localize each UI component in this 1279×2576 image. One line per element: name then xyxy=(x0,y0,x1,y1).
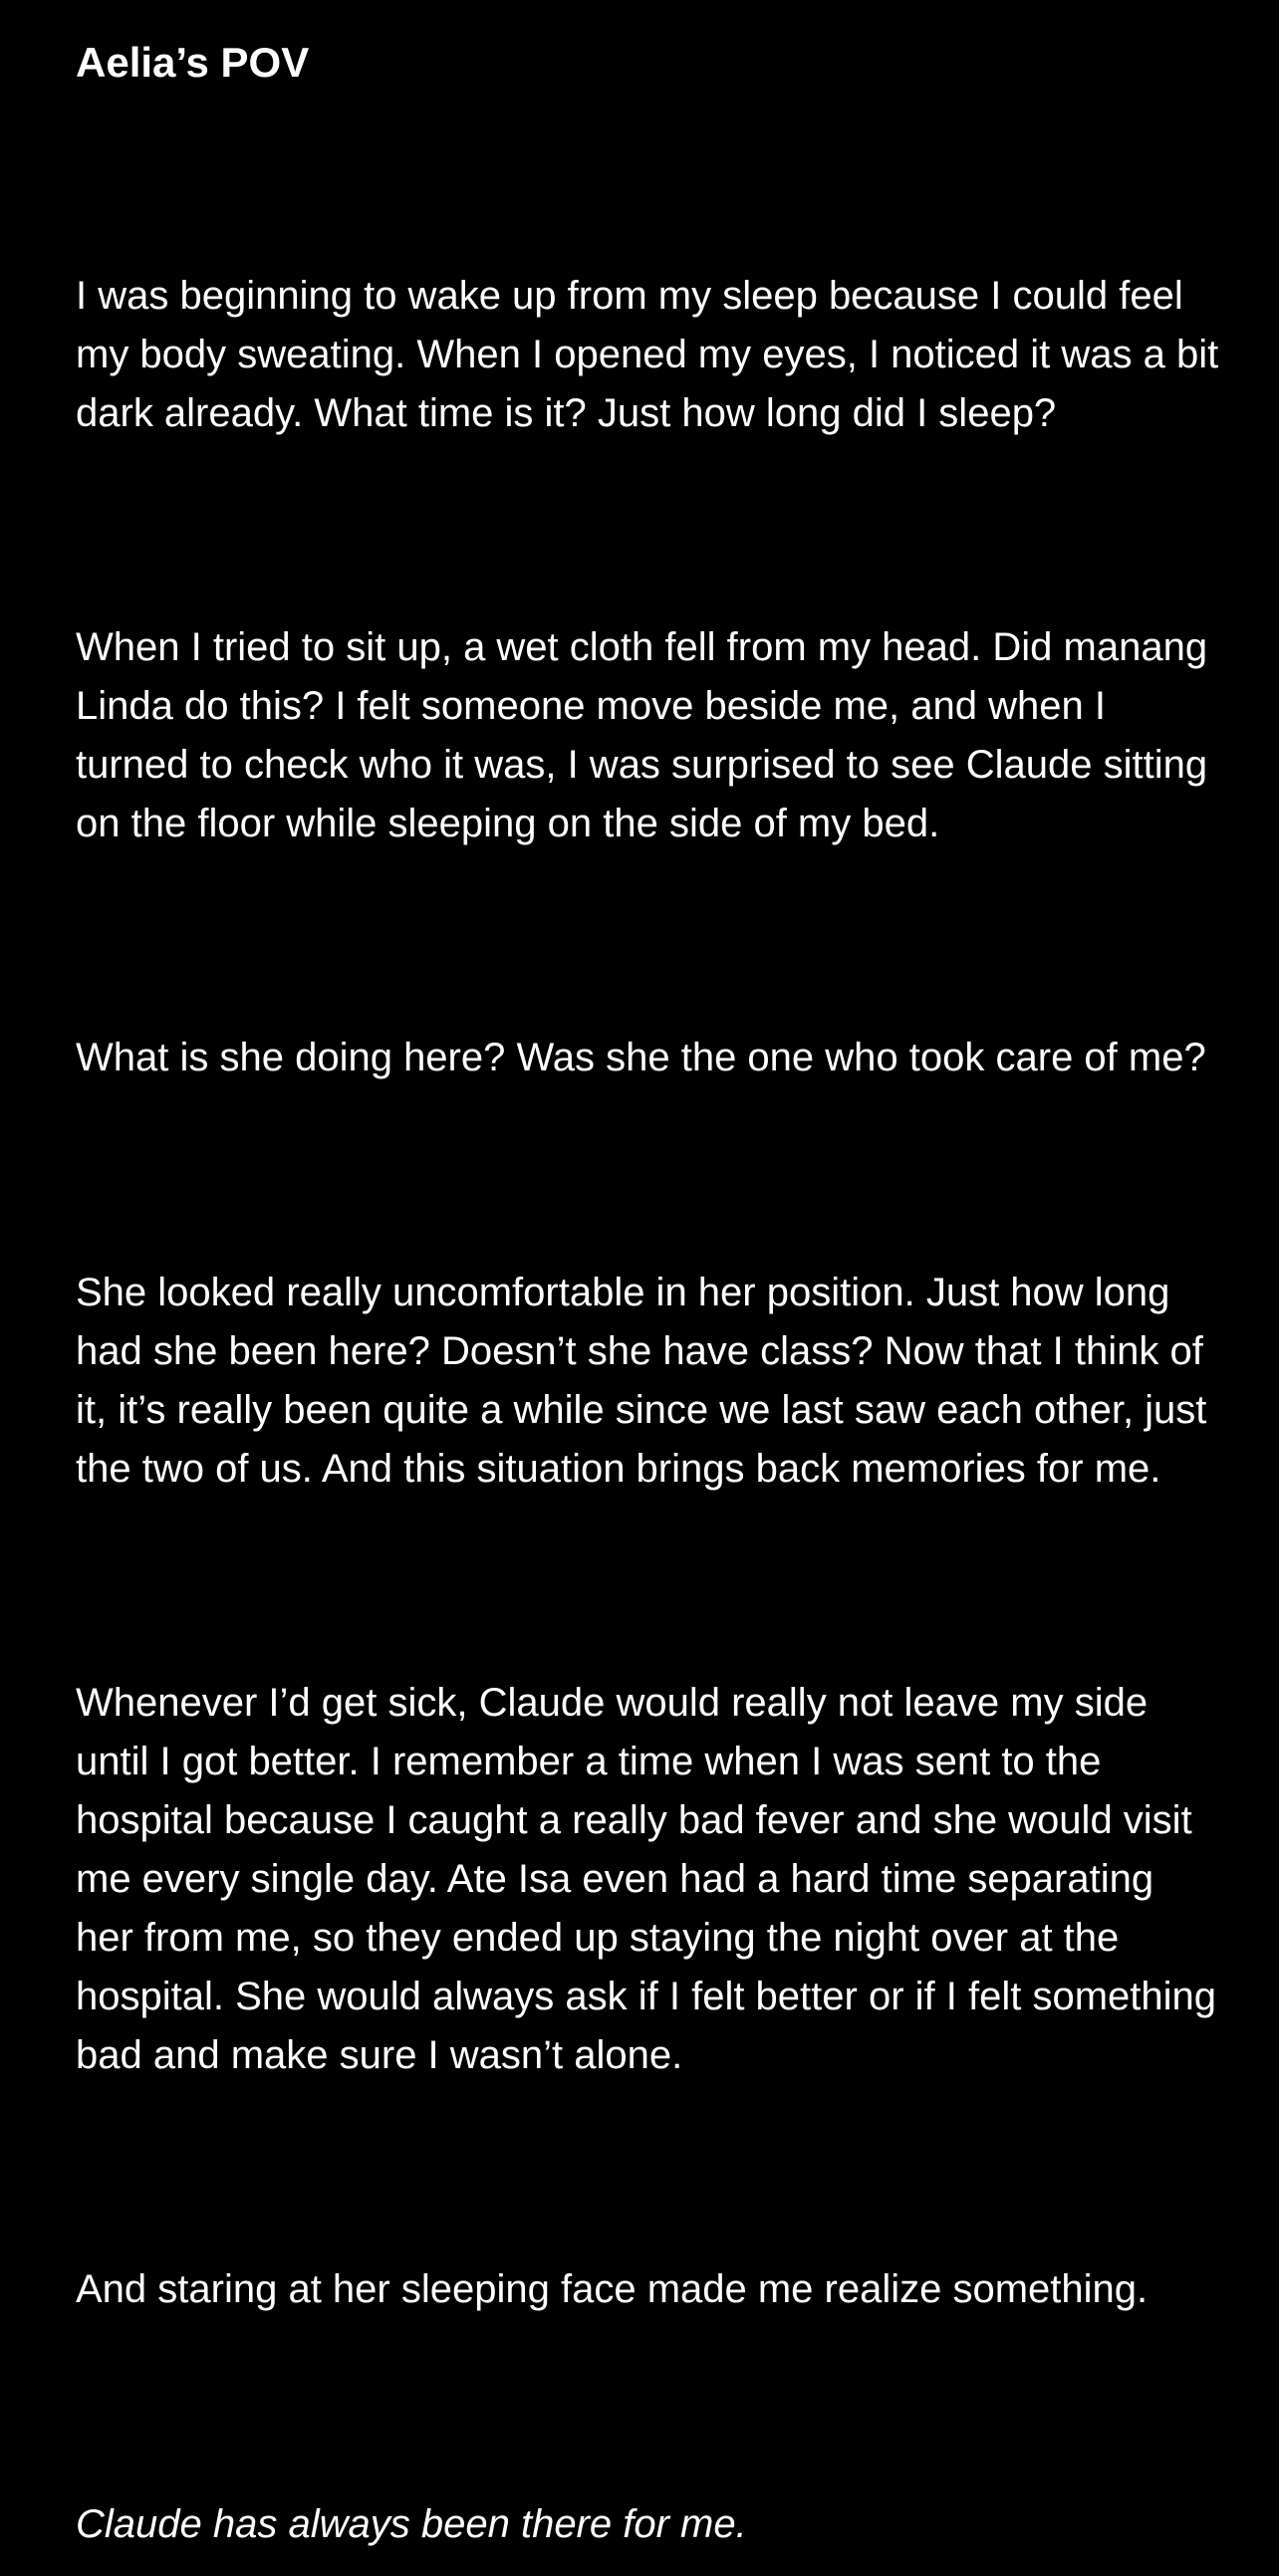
chapter-heading: Aelia’s POV xyxy=(76,39,310,86)
paragraph-3: What is she doing here? Was she the one who took care of me? xyxy=(76,1036,1206,1079)
paragraph-6: And staring at her sleeping face made me realize something. xyxy=(76,2267,1149,2311)
paragraph-1: I was beginning to wake up from my sleep because I could feel my body sweating. When I opened my eyes, I noticed it was a bit dark already. What time is it? Just how long did I sleep? xyxy=(76,274,1219,435)
paragraph-2: When I tried to sit up, a wet cloth fell from my head. Did manang Linda do this? I felt someone move beside me, and when I turned to check who it was, I was surprised to see Claude sitting on the floor while sleeping on the side of my bed. xyxy=(76,625,1208,845)
paragraph-4: She looked really uncomfortable in her position. Just how long had she been here? Doesn’t she have class? Now that I think of it, it’s really been quite a while since we last saw each other, just the two of us. And this situation brings back memories for me. xyxy=(76,1271,1207,1491)
paragraph-5: Whenever I’d get sick, Claude would really not leave my side until I got better. I remember a time when I was sent to the hospital because I caught a really bad fever and she would visit me every single day. Ate Isa even had a hard time separating her from me, so they ended up staying the night over at the hospital. She would always ask if I felt better or if I felt something bad and make sure I wasn’t alone. xyxy=(76,1681,1216,2077)
paragraph-7-italic: Claude has always been there for me. xyxy=(76,2502,747,2546)
